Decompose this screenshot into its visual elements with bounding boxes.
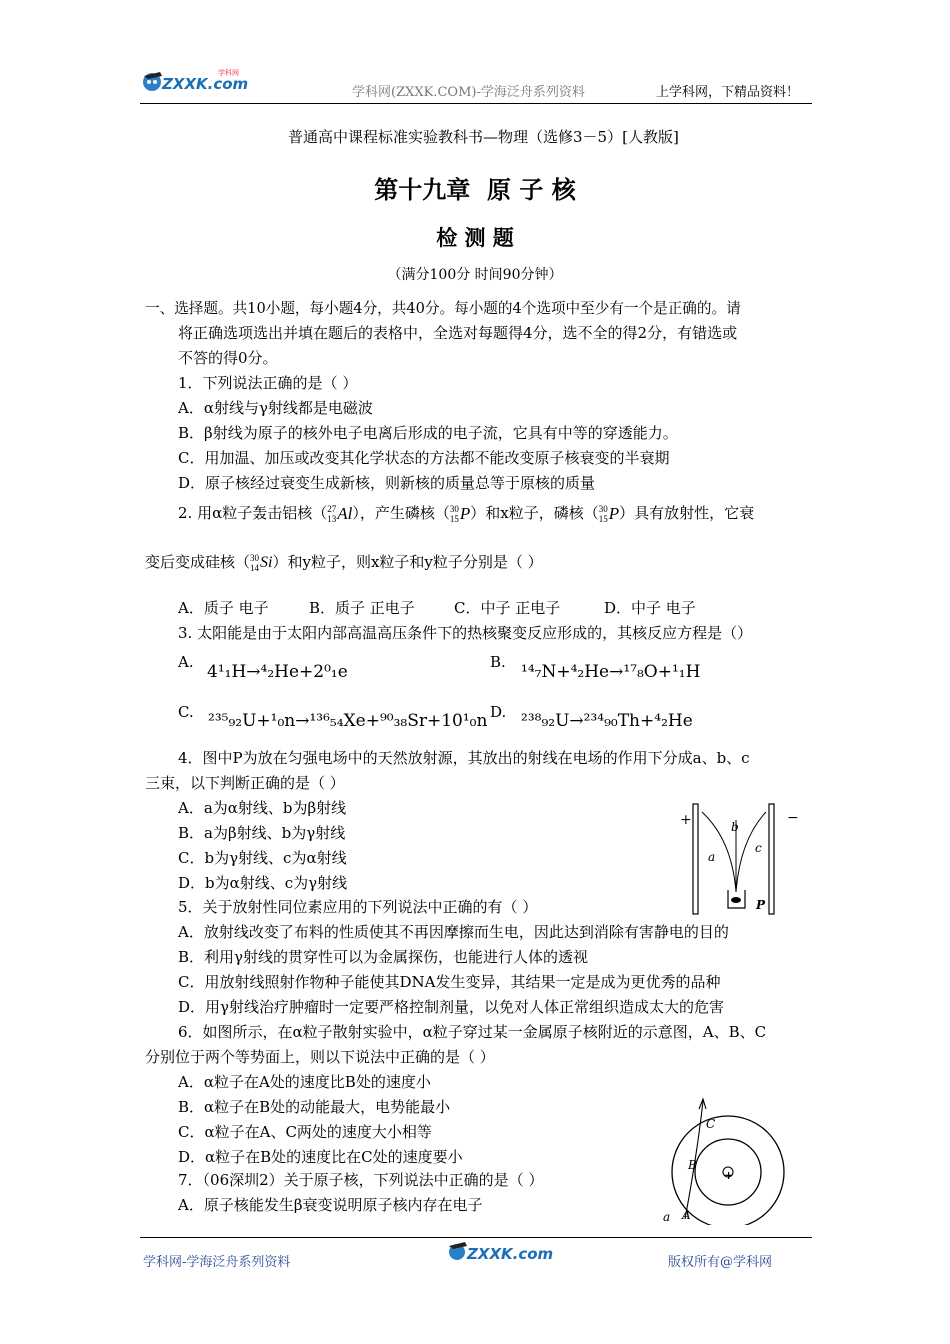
p-number: 15 (449, 513, 459, 524)
q5-option-a: A．放射线改变了布料的性质使其不再因摩擦而生电，因此达到消除有害静电的目的 (178, 923, 729, 941)
nuclide-al (327, 501, 352, 526)
q7-stem: 7．（06深圳2）关于原子核，下列说法中正确的是（ ） (178, 1171, 544, 1189)
test-title: 检 测 题 (436, 226, 514, 250)
q1-option-b: B．β射线为原子的核外电子电离后形成的电子流，它具有中等的穿透能力。 (178, 424, 678, 442)
nuclide-si (250, 550, 272, 575)
q2-text-1: 2. 用α粒子轰击铝核（ (178, 504, 328, 522)
q5-option-b: B．利用γ射线的贯穿性可以为金属探伤，也能进行人体的透视 (178, 948, 588, 966)
chapter-title: 第十九章 原 子 核 (374, 176, 576, 204)
al-mass: 27 (327, 503, 337, 514)
q5-option-c: C．用放射线照射作物种子能使其DNA发生变异，其结果一定是成为更优秀的品种 (178, 973, 721, 991)
q6-stem-line1: 6．如图所示，在α粒子散射实验中，α粒子穿过某一金属原子核附近的示意图，A、B、C (178, 1023, 767, 1041)
q4-stem-line1: 4．图中P为放在匀强电场中的天然放射源，其放出的射线在电场的作用下分成a、b、c (178, 749, 750, 767)
q4-fig-a: a (708, 850, 716, 864)
q5-option-d: D．用γ射线治疗肿瘤时一定要严格控制剂量，以免对人体正常组织造成太大的危害 (178, 998, 724, 1016)
q2-stem-line1 (178, 501, 754, 526)
footer-logo-text: ZXXK.com (467, 1245, 554, 1263)
q2-option-c: C．中子 正电子 (454, 599, 561, 617)
logo-badge: 学科网 (218, 69, 239, 77)
q1-option-d: D．原子核经过衰变生成新核，则新核的质量总等于原核的质量 (178, 474, 596, 492)
si-number: 14 (250, 562, 260, 573)
q2-options (178, 596, 696, 621)
q3-eq-d: ²³⁸₉₂U→²³⁴₉₀Th+⁴₂He (521, 711, 693, 731)
q6-fig-alpha: a (663, 1210, 671, 1224)
footer-logo (445, 1238, 555, 1268)
q1-option-c: C．用加温、加压或改变其化学状态的方法都不能改变原子核衰变的半衰期 (178, 449, 670, 467)
al-number: 13 (327, 513, 337, 524)
q4-option-c: C．b为γ射线、c为α射线 (178, 849, 347, 867)
nuclide-p1 (450, 501, 470, 526)
q2-option-d: D．中子 电子 (604, 599, 696, 617)
test-meta: （满分100分 时间90分钟） (387, 267, 563, 283)
footer-left: 学科网-学海泛舟系列资料 (143, 1255, 291, 1270)
si-mass: 30 (250, 552, 260, 563)
q2-text-6: ）和y粒子，则x粒子和y粒子分别是（ ） (272, 553, 543, 571)
subtitle: 普通高中课程标准实验教科书—物理（选修3－5）[人教版] (288, 128, 679, 146)
q6-option-b: B．α粒子在B处的动能最大，电势能最小 (178, 1098, 451, 1116)
q6-figure (655, 1095, 800, 1225)
q5-stem: 5．关于放射性同位素应用的下列说法中正确的有（ ） (178, 898, 538, 916)
q6-fig-plus: + (724, 1169, 734, 1182)
q2-text-4: ）具有放射性，它衰 (619, 504, 755, 522)
q6-fig-a-point: A (682, 1208, 691, 1222)
section1-line1: 一、选择题。共10小题，每小题4分，共40分。每小题的4个选项中至少有一个是正确的。请 (145, 300, 741, 317)
q4-stem-line2: 三束，以下判断正确的是（ ） (145, 774, 345, 792)
q1-stem: 1．下列说法正确的是（ ） (178, 374, 358, 392)
q2-text-5: 变后变成硅核（ (145, 553, 251, 571)
logo-text: ZXXK.com (162, 75, 249, 93)
footer-right: 版权所有@学科网 (668, 1255, 773, 1270)
q2-text-2: ），产生磷核（ (352, 504, 450, 522)
header-rule (140, 103, 812, 104)
q2-option-b: B．质子 正电子 (309, 599, 415, 617)
q4-fig-minus: − (787, 810, 799, 826)
p2-number: 15 (598, 513, 608, 524)
q2-stem-line2 (145, 550, 543, 575)
q7-option-a: A．原子核能发生β衰变说明原子核内存在电子 (178, 1196, 483, 1214)
q3-eq-c: ²³⁵₉₂U+¹₀n→¹³⁶₅₄Xe+⁹⁰₃₈Sr+10¹₀n (208, 711, 488, 731)
q3-eq-a: 4¹₁H→⁴₂He+2⁰₁e (207, 662, 348, 682)
q6-option-c: C．α粒子在A、C两处的速度大小相等 (178, 1123, 432, 1141)
p-mass: 30 (449, 503, 459, 514)
header-right: 上学科网，下精品资料！ (656, 85, 800, 100)
left-plate (693, 804, 698, 914)
q4-fig-b: b (731, 820, 739, 834)
q4-option-d: D．b为α射线、c为γ射线 (178, 874, 348, 892)
q3-label-d: D. (490, 703, 507, 721)
q3-label-b: B. (490, 653, 506, 671)
q2-text-3: ）和x粒子，磷核（ (470, 504, 599, 522)
q6-fig-c: C (706, 1117, 716, 1131)
q1-option-a: A．α射线与γ射线都是电磁波 (178, 399, 373, 417)
section1-line3: 不答的得0分。 (178, 349, 278, 367)
right-plate (769, 804, 774, 914)
section1-line2: 将正确选项选出并填在题后的表格中，全选对每题得4分，选不全的得2分，有错选或 (178, 324, 738, 342)
q4-fig-p: P (756, 898, 766, 912)
q6-option-a: A．α粒子在A处的速度比B处的速度小 (178, 1073, 431, 1091)
q3-label-c: C. (178, 703, 194, 721)
q3-stem: 3. 太阳能是由于太阳内部高温高压条件下的热核聚变反应形成的，其核反应方程是（） (178, 624, 753, 642)
header-logo (140, 66, 250, 100)
q6-stem-line2: 分别位于两个等势面上，则以下说法中正确的是（ ） (145, 1048, 495, 1066)
source-icon (731, 897, 741, 903)
p2-mass: 30 (598, 503, 608, 514)
q2-option-a: A．质子 电子 (178, 599, 269, 617)
header-center: 学科网(ZXXK.COM)-学海泛舟系列资料 (352, 85, 585, 100)
q4-option-a: A．a为α射线、b为β射线 (178, 799, 347, 817)
q6-fig-b: B (688, 1158, 697, 1172)
nuclide-p2 (599, 501, 619, 526)
q6-option-d: D．α粒子在B处的速度比在C处的速度要小 (178, 1148, 463, 1166)
q4-option-b: B．a为β射线、b为γ射线 (178, 824, 346, 842)
q4-fig-plus: + (680, 812, 692, 828)
q4-fig-c: c (755, 841, 762, 855)
al-symbol: Al (337, 504, 353, 523)
q3-eq-b: ¹⁴₇N+⁴₂He→¹⁷₈O+¹₁H (521, 662, 701, 682)
q3-label-a: A. (178, 653, 194, 671)
si-symbol: Si (260, 554, 273, 571)
p-symbol: P (459, 504, 471, 523)
p2-symbol: P (608, 504, 620, 523)
